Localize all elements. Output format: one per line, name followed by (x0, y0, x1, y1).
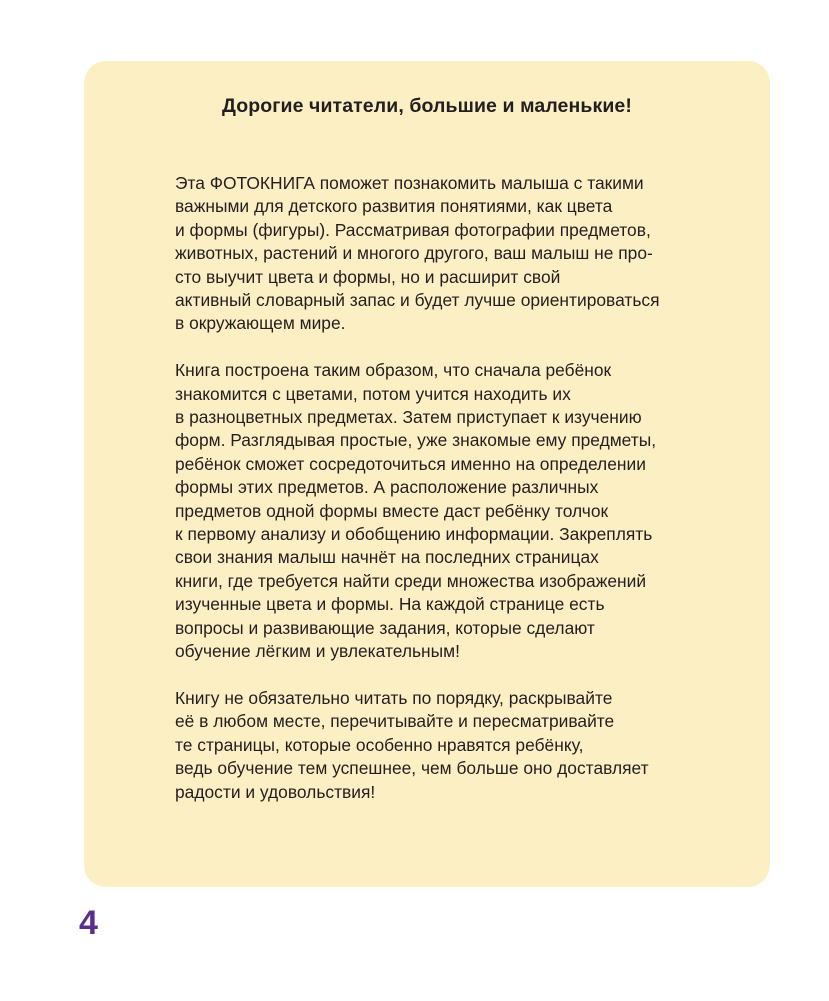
text-line: вопросы и развивающие задания, которые сделают (175, 617, 595, 638)
text-line: ведь обучение тем успешнее, чем больше оно доставляет (175, 758, 649, 779)
paragraph-3 (175, 687, 735, 804)
content-panel (84, 61, 770, 887)
text-line: обучение лёгким и увлекательным! (175, 641, 460, 662)
paragraph-2 (175, 359, 735, 663)
text-line: в разноцветных предметах. Затем приступает к изучению (175, 407, 642, 428)
text-line: Книга построена таким образом, что сначала ребёнок (175, 360, 612, 381)
paragraph-1 (175, 172, 735, 336)
text-line: свои знания малыш начнёт на последних страницах (175, 547, 599, 568)
text-line: книги, где требуется найти среди множества изображений (175, 570, 647, 591)
text-line: те страницы, которые особенно нравятся ребёнку, (175, 734, 584, 755)
text-line: знакомится с цветами, потом учится находить их (175, 383, 571, 404)
text-line: важными для детского развития понятиями, как цвета (175, 196, 613, 217)
text-line: Книгу не обязательно читать по порядку, раскрывайте (175, 687, 613, 708)
text-line: Эта ФОТОКНИГА поможет познакомить малыша с такими (175, 173, 644, 193)
text-line: к первому анализу и обобщению информации. Закреплять (175, 524, 653, 545)
text-line: сто выучит цвета и формы, но и расширит свой (175, 266, 561, 287)
text-line: радости и удовольствия! (175, 781, 376, 802)
text-line: изученные цвета и формы. На каждой странице есть (175, 594, 605, 615)
text-line: предметов одной формы вместе даст ребёнку толчок (175, 500, 609, 521)
text-line: в окружающем мире. (175, 313, 346, 334)
text-line: животных, растений и многого другого, ваш малыш не про- (175, 243, 653, 264)
text-line: форм. Разглядывая простые, уже знакомые ему предметы, (175, 430, 657, 451)
text-line: её в любом месте, перечитывайте и пересматривайте (175, 711, 615, 732)
text-line: ребёнок сможет сосредоточиться именно на определении (175, 453, 646, 474)
page-title: Дорогие читатели, большие и маленькие! (222, 95, 632, 117)
text-line: и формы (фигуры). Рассматривая фотографии предметов, (175, 219, 651, 240)
page-number: 4 (79, 904, 98, 942)
text-line: активный словарный запас и будет лучше ориентироваться (175, 290, 660, 311)
text-line: формы этих предметов. А расположение различных (175, 477, 599, 498)
body-text (175, 172, 735, 827)
